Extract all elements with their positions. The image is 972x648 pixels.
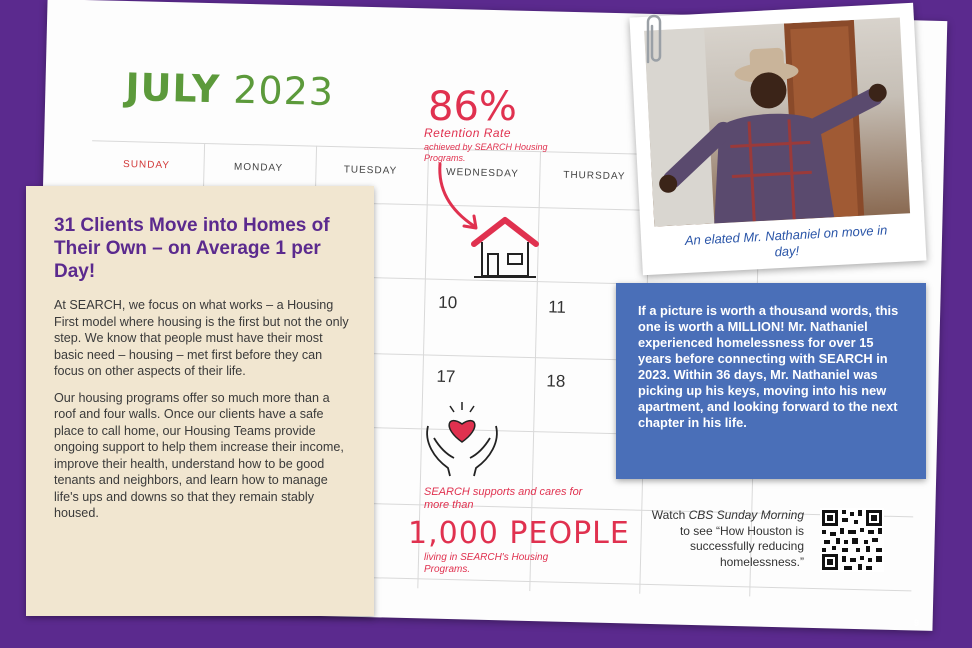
date-10: 10 — [438, 292, 458, 313]
story-card — [26, 186, 374, 616]
qr-code-icon[interactable] — [820, 508, 884, 572]
date-17: 17 — [436, 366, 456, 387]
day-header-wednesday: WEDNESDAY — [445, 166, 519, 180]
retention-sub: achieved by SEARCH Housing Programs. — [424, 142, 548, 163]
paperclip-icon — [642, 12, 664, 68]
day-header-monday: MONDAY — [233, 161, 284, 174]
people-count: 1,000 PEOPLE — [408, 516, 630, 551]
polaroid-photo — [629, 3, 926, 276]
day-header-thursday: THURSDAY — [563, 169, 626, 183]
year-label: 2023 — [232, 67, 335, 115]
support-text: SEARCH supports and cares for more than — [424, 486, 583, 511]
retention-label: Retention Rate — [424, 126, 512, 140]
day-header-tuesday: TUESDAY — [343, 164, 398, 177]
watch-prefix: Watch — [651, 508, 689, 522]
day-header-sunday: SUNDAY — [122, 158, 171, 172]
month-label: JULY — [124, 65, 221, 112]
blue-story-text: If a picture is worth a thousand words, this one is worth a MILLION! Mr. Nathaniel experienced homelessness for over 15 years before connecting with SEARCH in 2023. Within 36 days, Mr. Nathaniel was picking up his keys, moving into his new apartment, and looking forward to the next chapter in his life. — [638, 303, 899, 430]
date-18: 18 — [546, 371, 566, 391]
watch-cbs-text — [640, 508, 804, 570]
calendar-month-title — [125, 65, 335, 114]
story-paragraph-1: At SEARCH, we focus on what works – a Housing First model where housing is the first but not the only step. We know that people must have their most basic need – housing – met first before they can focus on other aspects of their life. — [54, 298, 349, 378]
person-illustration — [644, 17, 910, 226]
story-title: 31 Clients Move into Homes of Their Own – on Average 1 per Day! — [54, 215, 330, 282]
photo-mr-nathaniel — [644, 17, 910, 226]
page-number: 9 — [914, 618, 920, 628]
date-11: 11 — [547, 297, 567, 317]
blue-story-box — [616, 283, 926, 479]
retention-stat: 86% — [428, 84, 517, 130]
story-paragraph-2: Our housing programs offer so much more than a roof and four walls. Once our clients have a safe place to call home, our Housing Teams provide ongoing support to help them increase their income, improve their health, understand how to be good tenants and neighbors, and learn how to manage life's ups and downs so that they remain stably housed. — [54, 390, 344, 520]
heart-hands-icon — [420, 398, 504, 478]
watch-show: CBS Sunday Morning — [688, 508, 804, 522]
living-text: living in SEARCH's Housing Programs. — [424, 552, 549, 575]
photo-caption: An elated Mr. Nathaniel on move in day! — [684, 222, 888, 260]
watch-suffix: to see “How Houston is successfully reducing homelessness.” — [679, 523, 804, 569]
house-icon — [470, 214, 540, 280]
